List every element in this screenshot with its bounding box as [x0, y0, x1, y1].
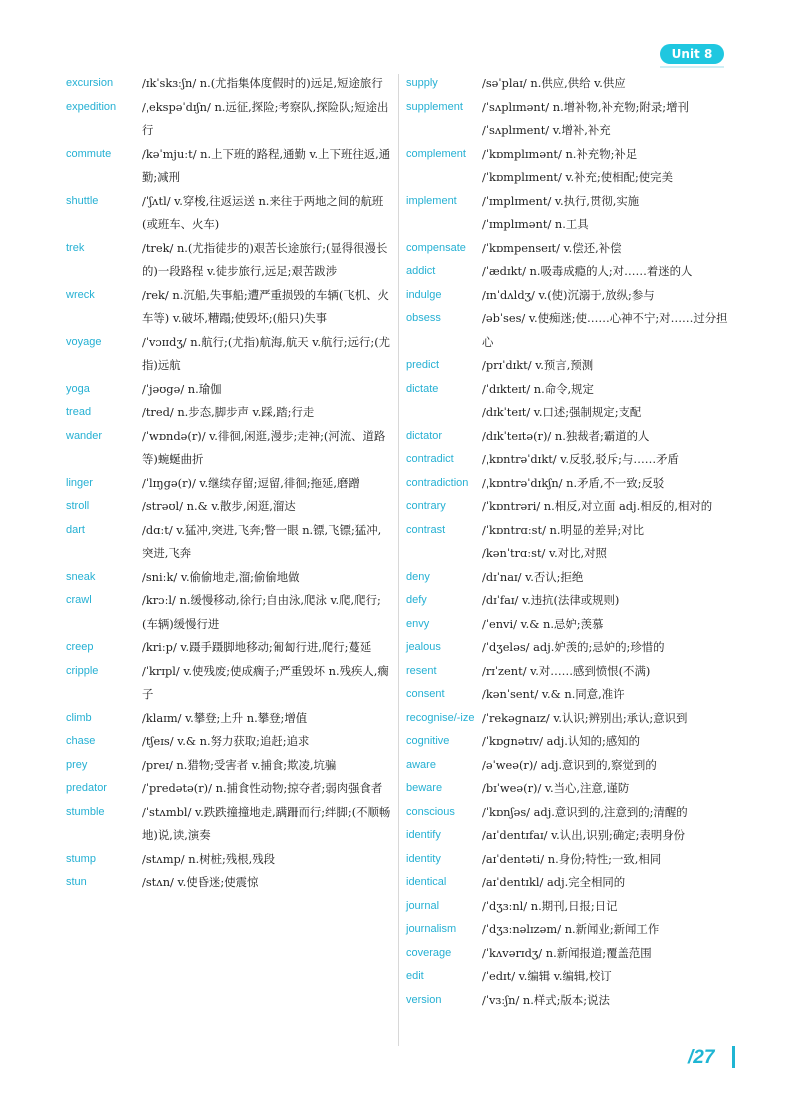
vocab-entry [66, 72, 392, 96]
entry-definition: /ˈɪmplɪment/ v.执行,贯彻,实施 [482, 193, 640, 208]
entry-definition: /ˈʃʌtl/ v.穿梭,往返运送 n.来往于两地之间的航班(或班车、火车) [142, 193, 384, 231]
vocab-entry [66, 777, 392, 801]
entry-word: identity [406, 852, 441, 865]
vocab-entry [406, 143, 734, 167]
entry-word: recognise/-ize [406, 711, 475, 724]
entry-word: implement [406, 194, 457, 207]
vocab-entry [406, 660, 734, 684]
entry-definition: /dɪˈfaɪ/ v.违抗(法律或规则) [482, 593, 620, 607]
entry-definition: /ɪnˈdʌldʒ/ v.(使)沉溺于,放纵;参与 [482, 287, 655, 302]
entry-word: aware [406, 758, 436, 771]
entry-word: deny [406, 570, 430, 583]
vocab-entry [406, 566, 734, 590]
entry-word: stroll [66, 500, 90, 512]
entry-definition: /ˈkrɪpl/ v.使残废;使成瘸子;严重毁坏 n.残疾人,瘸子 [142, 663, 389, 701]
vocab-entry [66, 801, 392, 848]
vocab-entry [406, 942, 734, 966]
vocab-entry [406, 237, 734, 261]
entry-definition: /ˈstʌmbl/ v.跌跌撞撞地走,蹒跚而行;绊脚;(不顺畅地)说,读,演奏 [142, 804, 391, 842]
entry-definition: /dɪˈnaɪ/ v.否认;拒绝 [482, 569, 584, 584]
vocab-entry [406, 401, 734, 425]
entry-definition: /dɑːt/ v.猛冲,突进,飞奔;瞥一眼 n.镖,飞镖;猛冲,突进,飞奔 [142, 522, 382, 560]
entry-definition: /ˈpredətə(r)/ n.捕食性动物;掠夺者;弱肉强食者 [142, 781, 383, 795]
vocab-entry [406, 213, 734, 237]
entry-definition: /ˌkɒntrəˈdɪkʃn/ n.矛盾,不一致;反驳 [482, 475, 665, 490]
vocab-entry [406, 965, 734, 989]
entry-word: journalism [406, 923, 457, 935]
entry-definition: /əbˈses/ v.使痴迷;使……心神不宁;对……过分担心 [482, 311, 728, 349]
vocab-entry [66, 331, 392, 378]
vocab-entry [406, 801, 734, 825]
entry-word: wreck [66, 288, 95, 301]
entry-word: consent [406, 688, 445, 700]
vocab-entry [406, 72, 734, 96]
vocab-entry [66, 425, 392, 472]
entry-word: trek [66, 241, 85, 254]
entry-definition: /ɪkˈskɜːʃn/ n.(尤指集体度假时的)远足,短途旅行 [142, 76, 383, 90]
vocab-entry [406, 190, 734, 214]
entry-definition: /sniːk/ v.偷偷地走,溜;偷偷地做 [142, 569, 300, 584]
entry-word: prey [66, 758, 88, 771]
entry-word: defy [406, 594, 427, 606]
entry-word: predict [406, 359, 440, 371]
vocab-entry [66, 190, 392, 237]
vocab-entry [66, 707, 392, 731]
entry-definition: /ˈdʒɜːnl/ n.期刊,日报;日记 [482, 898, 618, 913]
vocab-entry [66, 848, 392, 872]
vocab-entry [406, 260, 734, 284]
entry-word: dart [66, 523, 85, 536]
vocab-entry [406, 683, 734, 707]
entry-word: version [406, 993, 442, 1006]
entry-word: creep [66, 641, 94, 653]
vocab-entry [66, 96, 392, 143]
entry-word: cognitive [406, 735, 450, 747]
entry-definition: /ˈkɒmplɪmənt/ n.补充物;补足 [482, 146, 638, 161]
entry-word: dictate [406, 382, 439, 395]
entry-word: compensate [406, 241, 466, 254]
entry-word: contradiction [406, 476, 469, 489]
vocab-entry [406, 519, 734, 543]
vocab-entry [66, 284, 392, 331]
entry-definition: /stʌmp/ n.树桩;残根,残段 [142, 851, 276, 866]
entry-definition: /ˈvɔɪɪdʒ/ n.航行;(尤指)航海,航天 v.航行;远行;(尤指)远航 [142, 334, 391, 372]
entry-definition: /ˈsʌplɪmənt/ n.增补物,补充物;附录;增刊 [482, 99, 689, 114]
entry-definition: /ˈɪmplɪmənt/ n.工具 [482, 217, 589, 231]
vocab-entry [66, 754, 392, 778]
entry-definition: /ˈwɒndə(r)/ v.徘徊,闲逛,漫步;走神;(河流、道路等)蜿蜒曲折 [142, 428, 386, 466]
page-number-bar [732, 1046, 735, 1068]
entry-word: crawl [66, 594, 92, 606]
entry-word: voyage [66, 335, 102, 348]
entry-definition: /ˈkʌvərɪdʒ/ n.新闻报道;覆盖范围 [482, 945, 652, 960]
entry-definition: /rɪˈzent/ v.对……感到愤恨(不满) [482, 663, 651, 678]
entry-word: tread [66, 406, 92, 418]
entry-definition: /dɪkˈteɪt/ v.口述;强制规定;支配 [482, 405, 642, 419]
entry-definition: /bɪˈweə(r)/ v.当心,注意,谨防 [482, 781, 630, 795]
vocab-entry [406, 730, 734, 754]
entry-definition: /aɪˈdentəti/ n.身份;特性;一致,相同 [482, 851, 662, 866]
vocab-entry [406, 871, 734, 895]
vocab-entry [406, 989, 734, 1013]
vocab-entry [66, 495, 392, 519]
entry-definition: /aɪˈdentɪfaɪ/ v.认出,识别;确定;表明身份 [482, 828, 686, 842]
entry-word: chase [66, 735, 96, 747]
entry-definition: /ˈkɒgnətɪv/ adj.认知的;感知的 [482, 734, 641, 748]
entry-definition: /ˈsʌplɪment/ v.增补,补充 [482, 123, 611, 137]
entry-word: complement [406, 147, 466, 160]
entry-definition: /ˌekspəˈdɪʃn/ n.远征,探险;考察队,探险队;短途出行 [142, 99, 389, 137]
left-column [66, 72, 392, 895]
entry-word: edit [406, 970, 424, 982]
entry-definition: /stʌn/ v.使昏迷;使震惊 [142, 875, 259, 889]
vocab-entry [66, 378, 392, 402]
vocab-entry [406, 354, 734, 378]
entry-word: contrast [406, 523, 446, 536]
vocab-entry [406, 448, 734, 472]
entry-word: resent [406, 664, 437, 677]
entry-definition: /ˈdɪkteɪt/ n.命令,规定 [482, 381, 594, 396]
entry-definition: /ˈenvi/ v.& n.忌妒;羡慕 [482, 616, 604, 631]
vocab-entry [66, 871, 392, 895]
entry-word: yoga [66, 382, 90, 395]
entry-word: supply [406, 77, 438, 89]
entry-definition: /dɪkˈteɪtə(r)/ n.独裁者;霸道的人 [482, 428, 650, 443]
entry-definition: /kənˈtrɑːst/ v.对比,对照 [482, 546, 607, 560]
vocab-entry [406, 378, 734, 402]
vocab-entry [406, 96, 734, 120]
vocab-entry [66, 143, 392, 190]
entry-word: dictator [406, 429, 443, 442]
vocab-entry [406, 918, 734, 942]
vocab-entry [66, 660, 392, 707]
entry-word: envy [406, 617, 430, 630]
vocab-entry [406, 754, 734, 778]
entry-definition: /ˈvɜːʃn/ n.样式;版本;说法 [482, 992, 610, 1007]
entry-definition: /ˈlɪŋgə(r)/ v.继续存留;逗留,徘徊;拖延,磨蹭 [142, 475, 360, 490]
vocab-entry [406, 284, 734, 308]
column-divider [398, 74, 399, 1046]
entry-definition: /ˈkɒmplɪment/ v.补充;使相配;使完美 [482, 170, 673, 184]
vocab-entry [66, 472, 392, 496]
entry-definition: /kriːp/ v.蹑手蹑脚地移动;匍匐行进,爬行;蔓延 [142, 640, 372, 654]
entry-word: excursion [66, 77, 114, 89]
entry-word: indulge [406, 288, 442, 301]
right-column [406, 72, 734, 1012]
vocab-entry [406, 848, 734, 872]
entry-word: beware [406, 782, 443, 794]
entry-word: sneak [66, 570, 96, 583]
entry-word: shuttle [66, 194, 99, 207]
vocab-entry [406, 166, 734, 190]
entry-definition: /tʃeɪs/ v.& n.努力获取;追赶;追求 [142, 734, 310, 748]
entry-word: cripple [66, 664, 99, 677]
entry-word: obsess [406, 312, 441, 324]
vocab-entry [66, 589, 392, 636]
entry-definition: /ˈkɒmpenseɪt/ v.偿还,补偿 [482, 240, 622, 255]
entry-definition: /ˈkɒntrɑːst/ n.明显的差异;对比 [482, 522, 645, 537]
vocab-entry [406, 824, 734, 848]
vocab-entry [66, 636, 392, 660]
entry-word: contradict [406, 453, 454, 465]
header-rule [660, 66, 724, 68]
vocab-entry [66, 730, 392, 754]
entry-definition: /ˈjəʊgə/ n.瑜伽 [142, 381, 222, 396]
page-number: /27 [688, 1047, 715, 1068]
entry-definition: /kənˈsent/ v.& n.同意,准许 [482, 687, 625, 701]
entry-definition: /trek/ n.(尤指徒步的)艰苦长途旅行;(显得很漫长的)一段路程 v.徒步旅行,远足;艰苦跋涉 [142, 240, 388, 278]
vocab-entry [406, 119, 734, 143]
entry-definition: /strəʊl/ n.& v.散步,闲逛,溜达 [142, 499, 296, 513]
entry-definition: /ˈkɒntrəri/ n.相反,对立面 adj.相反的,相对的 [482, 499, 713, 513]
vocab-entry [406, 777, 734, 801]
entry-word: linger [66, 476, 93, 489]
entry-definition: /səˈplaɪ/ n.供应,供给 v.供应 [482, 76, 626, 90]
vocab-entry [406, 472, 734, 496]
vocab-entry [406, 613, 734, 637]
entry-word: predator [66, 782, 107, 794]
entry-definition: /ˈdʒɜːnəlɪzəm/ n.新闻业;新闻工作 [482, 922, 660, 936]
entry-word: stun [66, 876, 87, 888]
entry-word: climb [66, 711, 92, 724]
entry-word: coverage [406, 946, 452, 959]
entry-word: addict [406, 265, 436, 277]
entry-definition: /ˈdʒeləs/ adj.妒羡的;忌妒的;珍惜的 [482, 640, 665, 654]
entry-definition: /ˈedɪt/ v.编辑 v.编辑,校订 [482, 969, 612, 983]
vocab-entry [66, 566, 392, 590]
entry-word: commute [66, 147, 112, 160]
vocab-entry [406, 895, 734, 919]
entry-definition: /preɪ/ n.猎物;受害者 v.捕食;欺凌,坑骗 [142, 757, 337, 772]
entry-word: identify [406, 829, 441, 841]
entry-word: stumble [66, 805, 105, 818]
entry-word: supplement [406, 100, 463, 113]
entry-word: expedition [66, 100, 117, 113]
entry-definition: /aɪˈdentɪkl/ adj.完全相同的 [482, 875, 626, 889]
vocab-entry [406, 495, 734, 519]
entry-word: contrary [406, 500, 446, 512]
vocab-entry [406, 636, 734, 660]
vocab-entry [66, 237, 392, 284]
entry-definition: /tred/ n.步态,脚步声 v.踩,踏;行走 [142, 405, 315, 419]
entry-definition: /rek/ n.沉船,失事船;遭严重损毁的车辆(飞机、火车等) v.破坏,糟蹋;使毁坏;(船只)失事 [142, 287, 389, 325]
entry-definition: /ˌkɒntrəˈdɪkt/ v.反驳,驳斥;与……矛盾 [482, 452, 679, 466]
entry-definition: /ˈrekəgnaɪz/ v.认识;辨别出;承认;意识到 [482, 710, 688, 725]
entry-definition: /kəˈmjuːt/ n.上下班的路程,通勤 v.上下班往返,通勤;减刑 [142, 146, 391, 184]
entry-definition: /prɪˈdɪkt/ v.预言,预测 [482, 358, 594, 372]
entry-word: journal [406, 899, 440, 912]
entry-word: identical [406, 876, 447, 888]
entry-definition: /ˈkɒnʃəs/ adj.意识到的,注意到的;清醒的 [482, 804, 688, 819]
vocab-entry [66, 401, 392, 425]
unit-badge: Unit 8 [660, 44, 724, 64]
entry-word: jealous [406, 641, 441, 653]
vocab-entry [406, 425, 734, 449]
vocab-entry [406, 589, 734, 613]
entry-word: stump [66, 852, 96, 865]
vocab-entry [406, 542, 734, 566]
entry-definition: /klaɪm/ v.攀登;上升 n.攀登;增值 [142, 710, 308, 725]
entry-definition: /əˈweə(r)/ adj.意识到的,察觉到的 [482, 757, 657, 772]
entry-word: wander [66, 429, 103, 442]
vocab-entry [406, 307, 734, 354]
entry-definition: /ˈædɪkt/ n.吸毒成瘾的人;对……着迷的人 [482, 264, 693, 278]
entry-definition: /krɔːl/ n.缓慢移动,徐行;自由泳,爬泳 v.爬,爬行;(车辆)缓慢行进 [142, 593, 381, 631]
vocab-entry [406, 707, 734, 731]
vocab-entry [66, 519, 392, 566]
entry-word: conscious [406, 805, 455, 818]
